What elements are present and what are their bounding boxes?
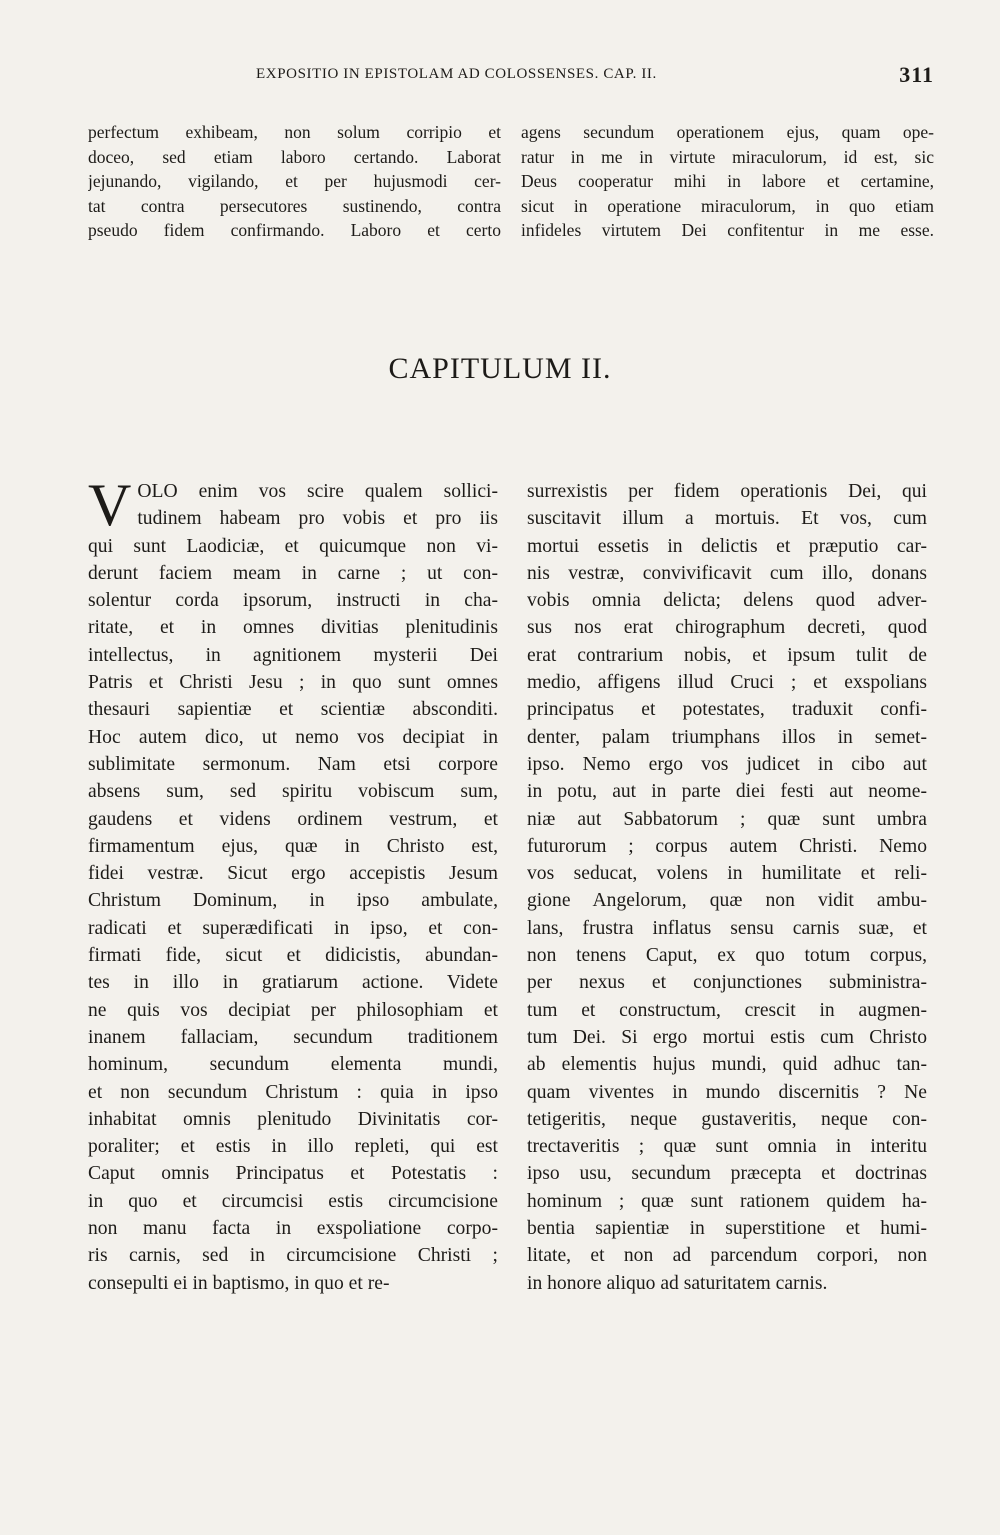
text-line: in quo et circumcisi estis circumcisione — [88, 1190, 498, 1212]
text-line: gione Angelorum, quæ non vidit ambu- — [527, 890, 927, 912]
text-line: ipso. Nemo ergo vos judicet in cibo aut — [527, 753, 927, 775]
text-line: vos seducat, volens in humilitate et reli- — [527, 863, 927, 885]
text-line: perfectum exhibeam, non solum corripio et — [88, 122, 501, 142]
text-line: surrexistis per fidem operationis Dei, qui — [527, 481, 927, 502]
text-line: hominum, secundum elementa mundi, — [88, 1054, 498, 1076]
top-left-column — [88, 120, 501, 243]
text-line: ipso usu, secundum præcepta et doctrinas — [527, 1163, 927, 1185]
text-line: litate, et non ad parcendum corpori, non — [527, 1245, 927, 1267]
text-line: absens sum, sed spiritu vobiscum sum, — [88, 781, 498, 803]
text-line: denter, palam triumphans illos in semet- — [527, 726, 927, 748]
text-line: non tenens Caput, ex quo totum corpus, — [527, 945, 927, 967]
text-line: gaudens et videns ordinem vestrum, et — [88, 808, 498, 830]
running-title: EXPOSITIO IN EPISTOLAM AD COLOSSENSES. CAP. II. — [256, 66, 657, 82]
text-line: derunt faciem meam in carne ; ut con- — [88, 562, 498, 584]
text-line: hominum ; quæ sunt rationem quidem ha- — [527, 1190, 927, 1212]
text-line: firmamentum ejus, quæ in Christo est, — [88, 835, 498, 857]
text-line: ritate, et in omnes divitias plenitudinis — [88, 617, 498, 639]
text-line: medio, affigens illud Cruci ; et exspolians — [527, 672, 927, 694]
top-right-column — [521, 120, 934, 243]
text-line: tetigeritis, neque gustaveritis, neque con- — [527, 1108, 927, 1130]
text-line: poraliter; et estis in illo repleti, qui est — [88, 1136, 498, 1158]
text-line: inhabitat omnis plenitudo Divinitatis cor- — [88, 1108, 498, 1130]
text-line: OLO enim vos scire qualem sollici- — [137, 481, 498, 502]
chapter-title: CAPITULUM II. — [388, 352, 612, 385]
text-line: consepulti ei in baptismo, in quo et re- — [88, 1272, 390, 1294]
text-line: et non secundum Christum : quia in ipso — [88, 1081, 498, 1103]
text-line: erat contrarium nobis, et ipsum tulit de — [527, 644, 927, 666]
text-line: bentia sapientiæ in superstitione et humi- — [527, 1218, 927, 1240]
text-line: sublimitate sermonum. Nam etsi corpore — [88, 753, 498, 775]
text-line: Hoc autem dico, ut nemo vos decipiat in — [88, 726, 498, 748]
text-line: tudinem habeam pro vobis et pro iis — [137, 508, 498, 530]
text-line: vobis omnia delicta; delens quod adver- — [527, 590, 927, 612]
text-line: solentur corda ipsorum, instructi in cha- — [88, 590, 498, 612]
text-line: lans, frustra inflatus sensu carnis suæ, et — [527, 917, 927, 939]
text-line: mortui essetis in delictis et præputio car- — [527, 535, 927, 557]
page-number: 311 — [899, 62, 934, 87]
text-line: suscitavit illum a mortuis. Et vos, cum — [527, 508, 927, 530]
running-head — [88, 62, 934, 92]
text-line: Patris et Christi Jesu ; in quo sunt omnes — [88, 672, 498, 694]
text-line: infideles virtutem Dei confitentur in me esse. — [521, 220, 934, 240]
text-line: ne quis vos decipiat per philosophiam et — [88, 999, 498, 1021]
text-line: tum Dei. Si ergo mortui estis cum Christo — [527, 1026, 927, 1048]
text-line: fidei vestræ. Sicut ergo accepistis Jesum — [88, 863, 498, 885]
text-line: intellectus, in agnitionem mysterii Dei — [88, 644, 498, 666]
text-line: trectaveritis ; quæ sunt omnia in interitu — [527, 1136, 927, 1158]
text-line: ab elementis hujus mundi, quid adhuc tan- — [527, 1054, 927, 1076]
text-line: qui sunt Laodiciæ, et quicumque non vi- — [88, 535, 498, 557]
text-line: ris carnis, sed in circumcisione Christi ; — [88, 1245, 498, 1267]
text-line: tat contra persecutores sustinendo, contra — [88, 195, 501, 216]
text-line: in potu, aut in parte diei festi aut neome- — [527, 781, 927, 803]
text-line: in honore aliquo ad saturitatem carnis. — [527, 1272, 828, 1294]
text-line: per nexus et conjunctiones subministra- — [527, 972, 927, 994]
text-line: niæ aut Sabbatorum ; quæ sunt umbra — [527, 808, 927, 830]
text-line: sicut in operatione miraculorum, in quo etiam — [521, 195, 934, 216]
text-line: firmati fide, sicut et didicistis, abundan- — [88, 945, 498, 967]
text-line: jejunando, vigilando, et per hujusmodi cer- — [88, 171, 501, 191]
text-line: thesauri sapientiæ et scientiæ absconditi. — [88, 699, 498, 721]
text-line: quam viventes in mundo discernitis ? Ne — [527, 1081, 927, 1103]
text-line: non manu facta in exspoliatione corpo- — [88, 1218, 498, 1240]
text-line: agens secundum operationem ejus, quam ope- — [521, 122, 934, 142]
text-line: tes in illo in gratiarum actione. Videte — [88, 972, 498, 994]
text-line: tum et constructum, crescit in augmen- — [527, 999, 927, 1021]
text-line: Deus cooperatur mihi in labore et certamine, — [521, 171, 934, 191]
text-line: inanem fallaciam, secundum traditionem — [88, 1026, 498, 1048]
text-line: futurorum ; corpus autem Christi. Nemo — [527, 835, 927, 857]
text-line: ratur in me in virtute miraculorum, id est, sic — [521, 146, 934, 167]
text-line: sus nos erat chirographum decreti, quod — [527, 617, 927, 639]
text-line: Caput omnis Principatus et Potestatis : — [88, 1163, 498, 1185]
main-right-column — [527, 478, 927, 1297]
text-line: principatus et potestates, traduxit confi- — [527, 699, 927, 721]
text-line: pseudo fidem confirmando. Laboro et certo — [88, 220, 501, 240]
text-line: radicati et superædificati in ipso, et con- — [88, 917, 498, 939]
text-line: Christum Dominum, in ipso ambulate, — [88, 890, 498, 912]
drop-cap: V — [88, 472, 132, 538]
text-line: doceo, sed etiam laboro certando. Laborat — [88, 146, 501, 167]
main-left-column — [88, 472, 498, 1297]
text-line: nis vestræ, convivificavit cum illo, donans — [527, 562, 927, 584]
